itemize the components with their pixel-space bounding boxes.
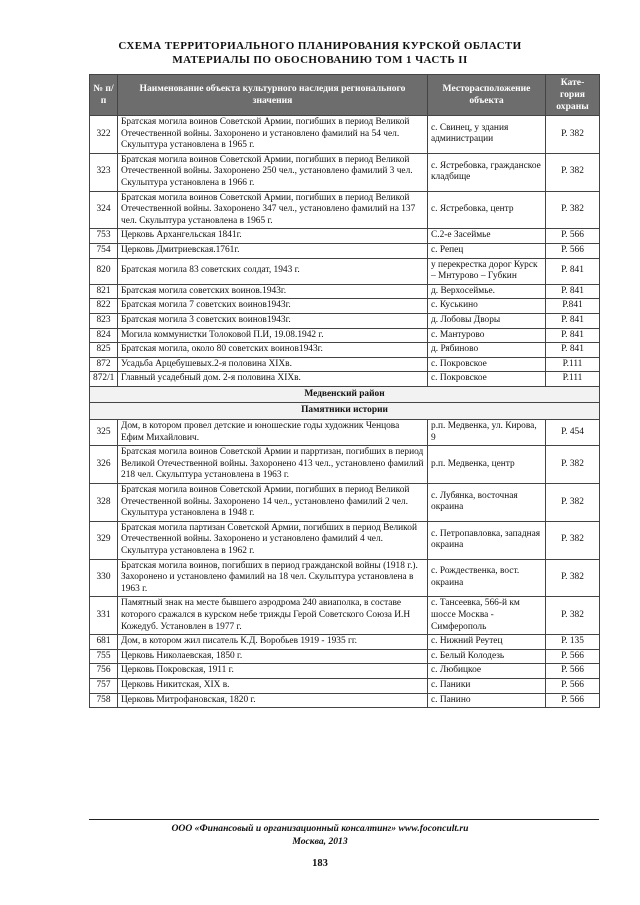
cell-number: 825 — [90, 343, 118, 358]
cell-number: 820 — [90, 258, 118, 284]
cell-location: д. Рябиново — [428, 343, 546, 358]
cell-location: с. Нижний Реутец — [428, 635, 546, 650]
cell-category: Р.111 — [546, 357, 600, 372]
table-sections — [90, 386, 600, 419]
cell-category: Р. 382 — [546, 191, 600, 229]
cell-location: у перекрестка дорог Курск – Мнтурово – Губкин — [428, 258, 546, 284]
table-row — [90, 153, 600, 191]
cell-location: с. Покровское — [428, 372, 546, 387]
cell-name: Главный усадебный дом. 2-я половина XIXв. — [118, 372, 428, 387]
cell-number: 329 — [90, 521, 118, 559]
cell-name: Дом, в котором жил писатель К.Д. Воробьев 1919 - 1935 гг. — [118, 635, 428, 650]
cell-number: 681 — [90, 635, 118, 650]
section-history-title: Памятники истории — [90, 403, 600, 420]
cell-category: Р. 382 — [546, 597, 600, 635]
cell-name: Церковь Покровская, 1911 г. — [118, 664, 428, 679]
table-row — [90, 299, 600, 314]
cell-location: с. Ястребовка, центр — [428, 191, 546, 229]
table-row — [90, 243, 600, 258]
heritage-table — [89, 74, 600, 708]
table-row — [90, 372, 600, 387]
cell-number: 872 — [90, 357, 118, 372]
table-row — [90, 649, 600, 664]
cell-name: Церковь Архангельская 1841г. — [118, 229, 428, 244]
table-row — [90, 484, 600, 522]
cell-number: 328 — [90, 484, 118, 522]
cell-location: д. Лобовы Дворы — [428, 313, 546, 328]
cell-category: Р. 841 — [546, 313, 600, 328]
cell-name: Усадьба Арцебушевых.2-я половина XIXв. — [118, 357, 428, 372]
cell-name: Братская могила воинов Советской Армии и парртизан, погибших в период Великой Отечественной войны. Захоронено 413 чел., установлено фамилий 218 чел. Скульптура установлена в 1963 г. — [118, 446, 428, 484]
footer-publisher: ООО «Финансовый и организационный консалтинг» www.foconcult.ru — [171, 823, 469, 834]
cell-location: с. Ястребовка, гражданское кладбище — [428, 153, 546, 191]
table-row — [90, 678, 600, 693]
table-row — [90, 191, 600, 229]
table-row — [90, 597, 600, 635]
cell-name: Могила коммунистки Толоковой П.И, 19.08.1942 г. — [118, 328, 428, 343]
cell-category: Р. 382 — [546, 559, 600, 597]
table-row — [90, 635, 600, 650]
cell-number: 822 — [90, 299, 118, 314]
cell-location: р.п. Медвенка, центр — [428, 446, 546, 484]
footer-city-year: Москва, 2013 — [292, 836, 348, 847]
cell-name: Братская могила воинов Советской Армии, погибших в период Великой Отечественной войны. Захоронено 14 чел., установлено фамилий 2 чел. Скульптура установлена в 1948 г. — [118, 484, 428, 522]
table-header-row — [90, 75, 600, 116]
cell-category: Р. 382 — [546, 521, 600, 559]
cell-location: с. Белый Колодезь — [428, 649, 546, 664]
cell-number: 322 — [90, 116, 118, 154]
cell-number: 756 — [90, 664, 118, 679]
table-row — [90, 229, 600, 244]
section-row-history — [90, 403, 600, 420]
cell-name: Церковь Дмитриевская.1761г. — [118, 243, 428, 258]
cell-name: Церковь Никитская, XIX в. — [118, 678, 428, 693]
cell-name: Церковь Николаевская, 1850 г. — [118, 649, 428, 664]
cell-number: 753 — [90, 229, 118, 244]
cell-location: С.2-е Засеймье — [428, 229, 546, 244]
document-subtitle: МАТЕРИАЛЫ ПО ОБОСНОВАНИЮ ТОМ 1 ЧАСТЬ II — [172, 54, 468, 66]
col-header-category: Кате-гория охраны — [546, 75, 600, 116]
table-row — [90, 284, 600, 299]
cell-location: с. Куськино — [428, 299, 546, 314]
table-row — [90, 328, 600, 343]
table-body-upper — [90, 116, 600, 387]
cell-number: 325 — [90, 420, 118, 446]
cell-number: 757 — [90, 678, 118, 693]
cell-category: Р. 566 — [546, 664, 600, 679]
cell-category: Р. 382 — [546, 484, 600, 522]
cell-category: Р.111 — [546, 372, 600, 387]
page-number: 183 — [312, 858, 328, 869]
cell-name: Братская могила 3 советских воинов1943г. — [118, 313, 428, 328]
cell-name: Дом, в котором провел детские и юношеские годы художник Ченцова Ефим Михайлович. — [118, 420, 428, 446]
col-header-num: № п/п — [90, 75, 118, 116]
cell-location: с. Свинец, у здания администрации — [428, 116, 546, 154]
cell-name: Братская могила, около 80 советских воинов1943г. — [118, 343, 428, 358]
cell-number: 824 — [90, 328, 118, 343]
cell-location: д. Верхосеймье. — [428, 284, 546, 299]
cell-category: Р. 135 — [546, 635, 600, 650]
cell-category: Р. 566 — [546, 229, 600, 244]
footer-divider — [89, 819, 599, 820]
cell-category: Р. 566 — [546, 649, 600, 664]
cell-location: с. Паники — [428, 678, 546, 693]
cell-number: 823 — [90, 313, 118, 328]
cell-number: 821 — [90, 284, 118, 299]
cell-number: 758 — [90, 693, 118, 708]
table-row — [90, 559, 600, 597]
cell-category: Р. 382 — [546, 446, 600, 484]
cell-category: Р. 382 — [546, 116, 600, 154]
table-row — [90, 357, 600, 372]
cell-category: Р. 841 — [546, 284, 600, 299]
cell-category: Р. 841 — [546, 258, 600, 284]
cell-number: 754 — [90, 243, 118, 258]
cell-category: Р. 841 — [546, 328, 600, 343]
cell-category: Р. 566 — [546, 243, 600, 258]
table-row — [90, 420, 600, 446]
section-row-district — [90, 386, 600, 403]
table-body-lower — [90, 420, 600, 708]
cell-name: Братская могила 83 советских солдат, 1943 г. — [118, 258, 428, 284]
cell-name: Братская могила воинов Советской Армии, погибших в период Великой Отечественной войны. Захоронено и установлено фамилий на 54 чел. Скульптура установлена в 1965 г. — [118, 116, 428, 154]
cell-number: 324 — [90, 191, 118, 229]
cell-number: 331 — [90, 597, 118, 635]
cell-name: Братская могила партизан Советской Армии, погибших в период Великой Отечественной войны. Захоронено и установлено фамилий 4 чел. Скульптура установлена в 1962 г. — [118, 521, 428, 559]
table-row — [90, 693, 600, 708]
cell-category: Р. 454 — [546, 420, 600, 446]
table-row — [90, 258, 600, 284]
cell-location: с. Тансеевка, 566-й км шоссе Москва - Симферополь — [428, 597, 546, 635]
cell-category: Р. 566 — [546, 693, 600, 708]
cell-name: Братская могила воинов Советской Армии, погибших в период Великой Отечественной войны. Захоронено 347 чел., установлено фамилий на 137 чел. Скульптура установлена в 1965 г. — [118, 191, 428, 229]
document-title: СХЕМА ТЕРРИТОРИАЛЬНОГО ПЛАНИРОВАНИЯ КУРСКОЙ ОБЛАСТИ — [118, 40, 522, 52]
cell-location: с. Мантурово — [428, 328, 546, 343]
cell-location: с. Петропавловка, западная окраина — [428, 521, 546, 559]
cell-category: Р. 382 — [546, 153, 600, 191]
table-row — [90, 116, 600, 154]
cell-number: 330 — [90, 559, 118, 597]
cell-location: с. Лубянка, восточная окраина — [428, 484, 546, 522]
cell-location: с. Любицкое — [428, 664, 546, 679]
cell-number: 755 — [90, 649, 118, 664]
cell-number: 872/1 — [90, 372, 118, 387]
col-header-name: Наименование объекта культурного наследия регионального значения — [118, 75, 428, 116]
cell-location: с. Рождественка, вост. окраина — [428, 559, 546, 597]
table-row — [90, 521, 600, 559]
cell-location: с. Репец — [428, 243, 546, 258]
table-row — [90, 446, 600, 484]
cell-name: Братская могила 7 советских воинов1943г. — [118, 299, 428, 314]
cell-category: Р.841 — [546, 299, 600, 314]
cell-location: с. Панино — [428, 693, 546, 708]
table-row — [90, 664, 600, 679]
cell-category: Р. 841 — [546, 343, 600, 358]
table-row — [90, 313, 600, 328]
cell-number: 323 — [90, 153, 118, 191]
cell-name: Братская могила советских воинов.1943г. — [118, 284, 428, 299]
cell-name: Памятный знак на месте бывшего аэродрома 240 авиаполка, в составе которого сражался в курском небе трижды Герой Советского Союза И.Н Кожедуб. Установлен в 1977 г. — [118, 597, 428, 635]
cell-name: Братская могила воинов, погибших в период гражданской войны (1918 г.). Захоронено и установлено фамилий на 18 чел. Скульптура установлена в 1963 г. — [118, 559, 428, 597]
table-row — [90, 343, 600, 358]
section-district-title: Медвенский район — [90, 386, 600, 403]
cell-location: с. Покровское — [428, 357, 546, 372]
cell-category: Р. 566 — [546, 678, 600, 693]
cell-name: Братская могила воинов Советской Армии, погибших в период Великой Отечественной войны. Захоронено 250 чел., установлено фамилий 3 чел. Скульптура установлена в 1966 г. — [118, 153, 428, 191]
cell-location: р.п. Медвенка, ул. Кирова, 9 — [428, 420, 546, 446]
col-header-location: Месторасположение объекта — [428, 75, 546, 116]
cell-name: Церковь Митрофановская, 1820 г. — [118, 693, 428, 708]
cell-number: 326 — [90, 446, 118, 484]
